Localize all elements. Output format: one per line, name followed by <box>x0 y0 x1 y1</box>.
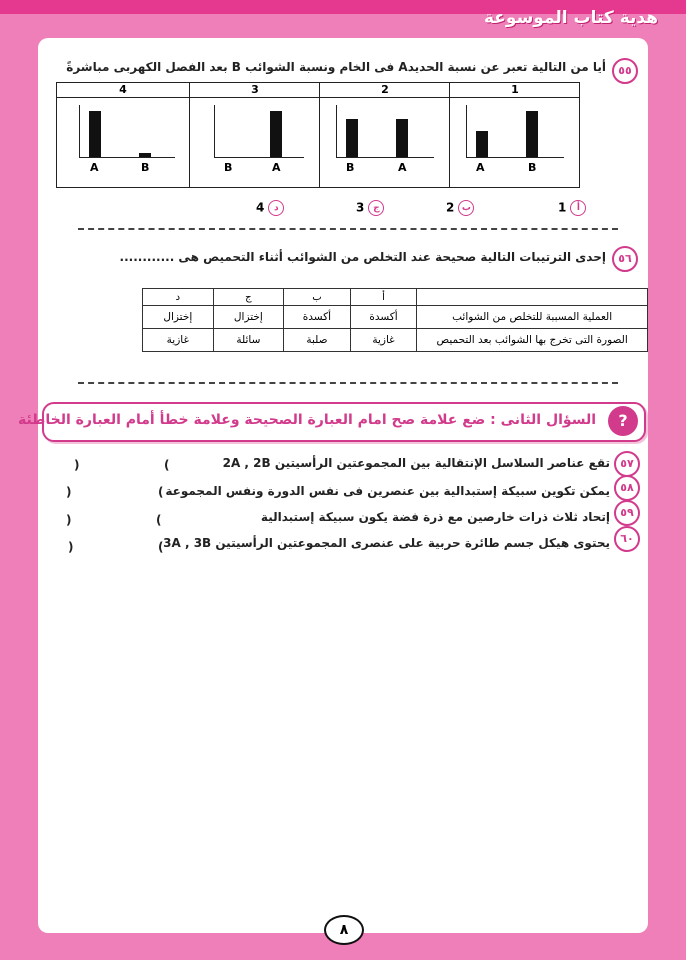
table-cell: أكسدة <box>284 306 351 329</box>
graph-number: 1 <box>450 83 580 98</box>
graph-2 <box>319 83 450 187</box>
table-header-cell: أ <box>350 289 417 306</box>
bar-a <box>89 111 101 157</box>
graph-3 <box>189 83 320 187</box>
question-text: أيا من التالية تعبر عن نسبة الحديدA فى الخام ونسبة الشوائب B بعد الفصل الكهربى مباشرةً <box>66 60 606 74</box>
table-cell: إختزال <box>213 306 284 329</box>
table-cell: سائلة <box>213 329 284 352</box>
bar-label: B <box>224 161 233 174</box>
statement-number: ٦٠ <box>614 526 640 552</box>
question-clock-icon: ? <box>608 406 638 436</box>
answer-paren-close[interactable]: ( <box>164 458 170 472</box>
answer-paren-open: ) <box>66 485 72 499</box>
bar-b <box>526 111 538 157</box>
bar-label: B <box>346 161 355 174</box>
answer-paren-close[interactable]: ( <box>158 540 164 554</box>
bar-a <box>270 111 282 157</box>
graph-1 <box>449 83 580 187</box>
table-cell: الصورة التى تخرج بها الشوائب بعد التحميص <box>417 329 648 352</box>
bar-label: A <box>272 161 281 174</box>
question-number: ٥٦ <box>612 246 638 272</box>
graph-number: 2 <box>320 83 450 98</box>
bar-a <box>396 119 408 157</box>
graph-options <box>56 82 580 188</box>
answer-paren-close[interactable]: ( <box>158 485 164 499</box>
section-title: السؤال الثانى : ضع علامة صح امام العبارة الصحيحة وعلامة خطأ أمام العبارة الخاطئة <box>17 412 596 428</box>
choice-a[interactable]: 1 أ <box>558 200 586 216</box>
table-cell: غازية <box>350 329 417 352</box>
table-cell: إختزال <box>143 306 214 329</box>
section-banner <box>17 402 646 442</box>
answer-paren-close[interactable]: ( <box>156 513 162 527</box>
bar-label: B <box>528 161 537 174</box>
bar-b <box>346 119 358 157</box>
answer-paren-open: ) <box>66 513 72 527</box>
bar-label: A <box>90 161 99 174</box>
divider <box>78 228 618 230</box>
choice-b[interactable]: 2 ب <box>446 200 474 216</box>
graph-number: 3 <box>190 83 320 98</box>
statement-text: تقع عناصر السلاسل الإنتقالية بين المجموعتين الرأسيتين 2A , 2B <box>222 456 610 470</box>
answer-paren-open: ) <box>68 540 74 554</box>
bar-label: B <box>141 161 150 174</box>
options-table <box>142 288 648 352</box>
bar-label: A <box>398 161 407 174</box>
header-title: هدية كتاب الموسوعة <box>484 8 658 28</box>
table-header-cell <box>417 289 648 306</box>
statement-number: ٥٨ <box>614 475 640 501</box>
statement-text: يمكن تكوين سبيكة إستبدالية بين عنصرين فى نفس الدورة ونفس المجموعة <box>165 484 610 498</box>
table-header-cell: ب <box>284 289 351 306</box>
page-number: ٨ <box>324 915 364 945</box>
statement-text: يحتوى هيكل جسم طائرة حربية على عنصرى المجموعتين الرأسيتين 3A , 3B <box>163 536 610 550</box>
bar-label: A <box>476 161 485 174</box>
table-cell: العملية المسببة للتخلص من الشوائب <box>417 306 648 329</box>
graph-number: 4 <box>57 83 189 98</box>
divider <box>78 382 618 384</box>
choice-d[interactable]: 4 د <box>256 200 284 216</box>
bar-b <box>139 153 151 157</box>
statement-number: ٥٩ <box>614 500 640 526</box>
bar-a <box>476 131 488 157</box>
table-header-cell: د <box>143 289 214 306</box>
question-number: ٥٥ <box>612 58 638 84</box>
question-text: إحدى الترتيبات التالية صحيحة عند التخلص من الشوائب أثناء التحميص هى ............ <box>119 250 606 264</box>
graph-4 <box>57 83 189 187</box>
table-cell: غازية <box>143 329 214 352</box>
choice-c[interactable]: 3 ج <box>356 200 384 216</box>
statement-number: ٥٧ <box>614 451 640 477</box>
statement-text: إتحاد ثلاث ذرات خارصين مع ذرة فضة يكون سبيكة إستبدالية <box>260 510 610 524</box>
answer-paren-open: ) <box>74 458 80 472</box>
table-header-cell: ج <box>213 289 284 306</box>
table-cell: صلبة <box>284 329 351 352</box>
table-cell: أكسدة <box>350 306 417 329</box>
